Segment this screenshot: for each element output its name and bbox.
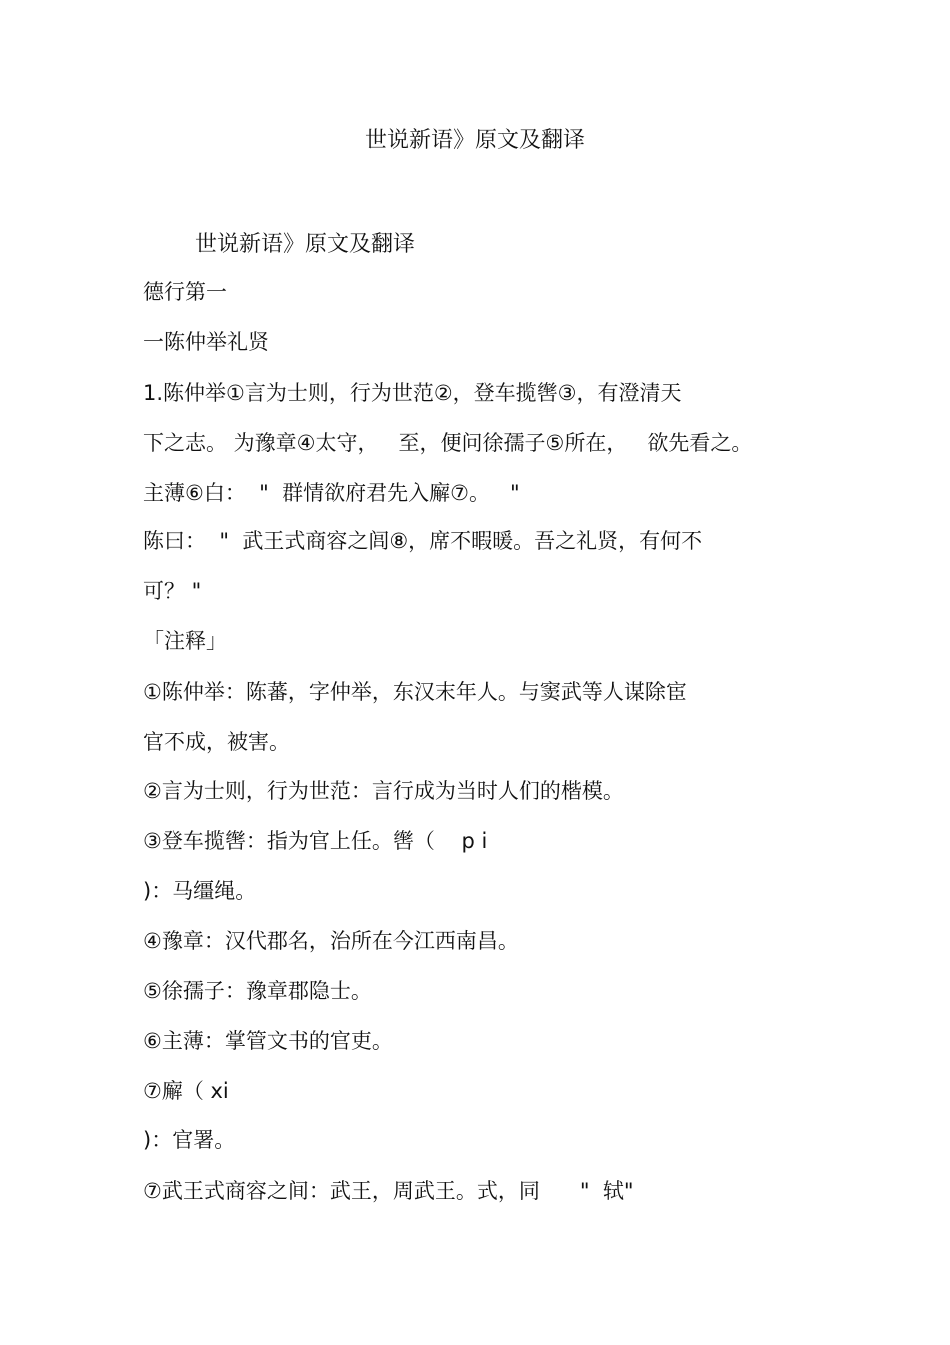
section-heading: 一陈仲举礼贤 xyxy=(143,330,269,354)
paragraph-line: 陈曰： " 武王式商容之闾⑧，席不暇暖。吾之礼贤，有何不 xyxy=(143,529,703,553)
note-line: ①陈仲举：陈蕃，字仲举，东汉末年人。与窦武等人谋除宦 xyxy=(143,680,687,704)
note-line: 官不成，被害。 xyxy=(143,730,290,754)
note-line: )：马缰绳。 xyxy=(143,879,257,903)
note-line: ②言为士则，行为世范：言行成为当时人们的楷模。 xyxy=(143,779,624,803)
chapter-heading: 德行第一 xyxy=(143,280,227,304)
document-title: 世说新语》原文及翻译 xyxy=(364,128,585,153)
note-line: ⑥主薄：掌管文书的官吏。 xyxy=(143,1029,393,1053)
paragraph-line: 主薄⑥白： " 群情欲府君先入廨⑦。 " xyxy=(143,481,520,505)
paragraph-line: 可？ " xyxy=(143,579,202,603)
paragraph-line: 下之志。 为豫章④太守， 至，便问徐孺子⑤所在， 欲先看之。 xyxy=(143,431,753,455)
note-line: )：官署。 xyxy=(143,1128,236,1152)
note-line: ⑦武王式商容之间：武王，周武王。式，同 " 轼" xyxy=(143,1179,634,1203)
note-line: ⑤徐孺子：豫章郡隐士。 xyxy=(143,979,372,1003)
paragraph-line: 1.陈仲举①言为士则，行为世范②，登车揽辔③，有澄清天 xyxy=(143,381,682,405)
note-line: ⑦廨（ xi xyxy=(143,1079,229,1103)
notes-heading: 「注释」 xyxy=(143,629,227,653)
document-subtitle: 世说新语》原文及翻译 xyxy=(195,232,416,257)
note-line: ④豫章：汉代郡名，治所在今江西南昌。 xyxy=(143,929,519,953)
note-line: ③登车揽辔：指为官上任。辔（ p i xyxy=(143,829,488,853)
